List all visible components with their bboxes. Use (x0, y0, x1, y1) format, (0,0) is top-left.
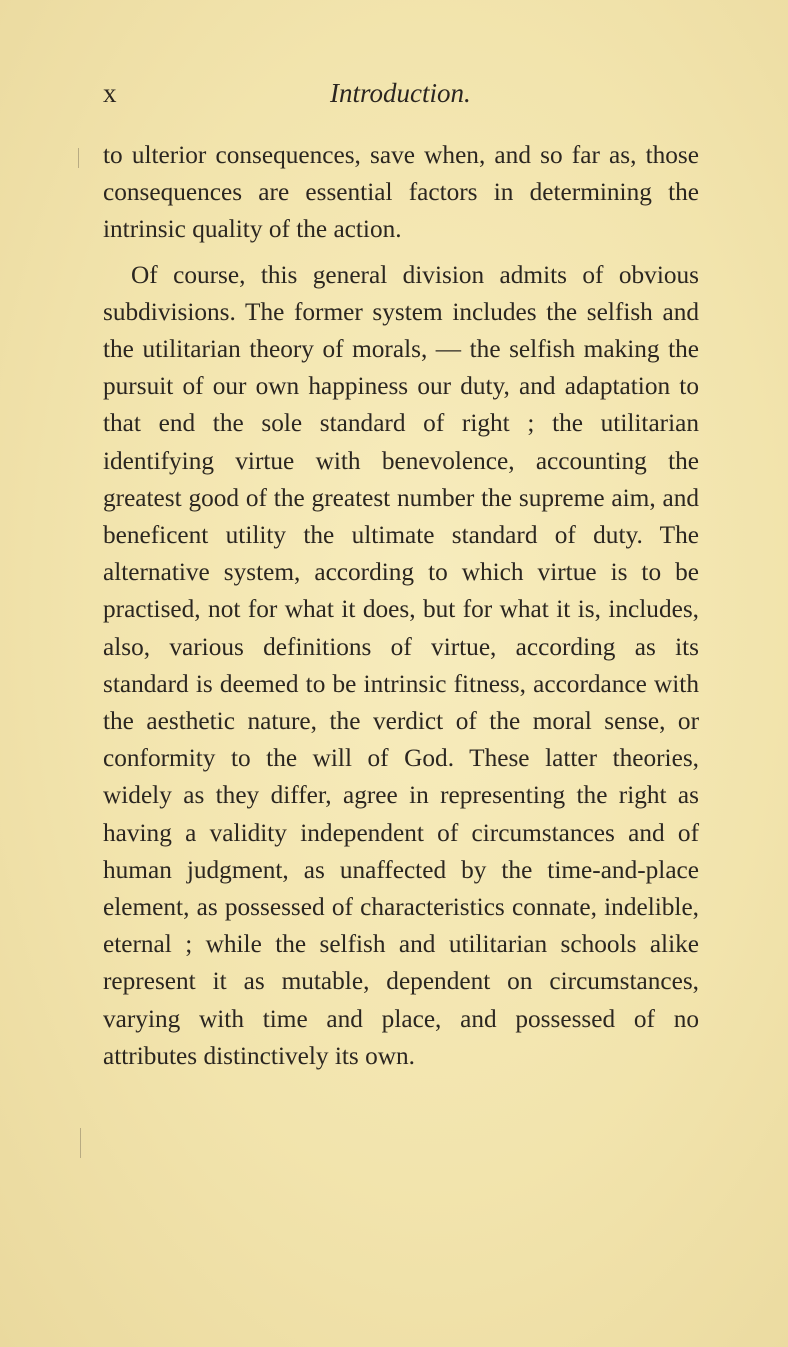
margin-mark (80, 1128, 81, 1158)
running-title: Introduction. (330, 78, 471, 108)
margin-mark (78, 148, 79, 168)
paragraph: Of course, this general division admits of obvious subdivisions. The former system includes the selfish and the utilitarian theory of morals, — the selfish making the pursuit of our own happiness our duty, and adaptation to that end the sole standard of right ; the utilitarian identifying virtue with benevolence, accounting the greatest good of the greatest number the supreme aim, and beneficent utility the ultimate standard of duty. The alternative system, according to which virtue is to be practised, not for what it does, but for what it is, includes, also, various definitions of virtue, according as its standard is deemed to be intrinsic fitness, accordance with the aesthetic nature, the verdict of the moral sense, or conformity to the will of God. These latter theories, widely as they differ, agree in representing the right as having a validity independent of circumstances and of human judgment, as unaffected by the time-and-place element, as possessed of characteristics connate, indelible, eternal ; while the selfish and utilitarian schools alike represent it as mutable, dependent on circumstances, varying with time and place, and possessed of no attributes distinctively its own. (103, 260, 699, 1070)
body-text (103, 137, 699, 1075)
page-header (103, 78, 703, 118)
paragraph-continuation: to ulterior consequences, save when, and so far as, those consequences are essential factors in determining the intrinsic quality of the action. (103, 141, 699, 244)
page-number: x (103, 78, 118, 108)
